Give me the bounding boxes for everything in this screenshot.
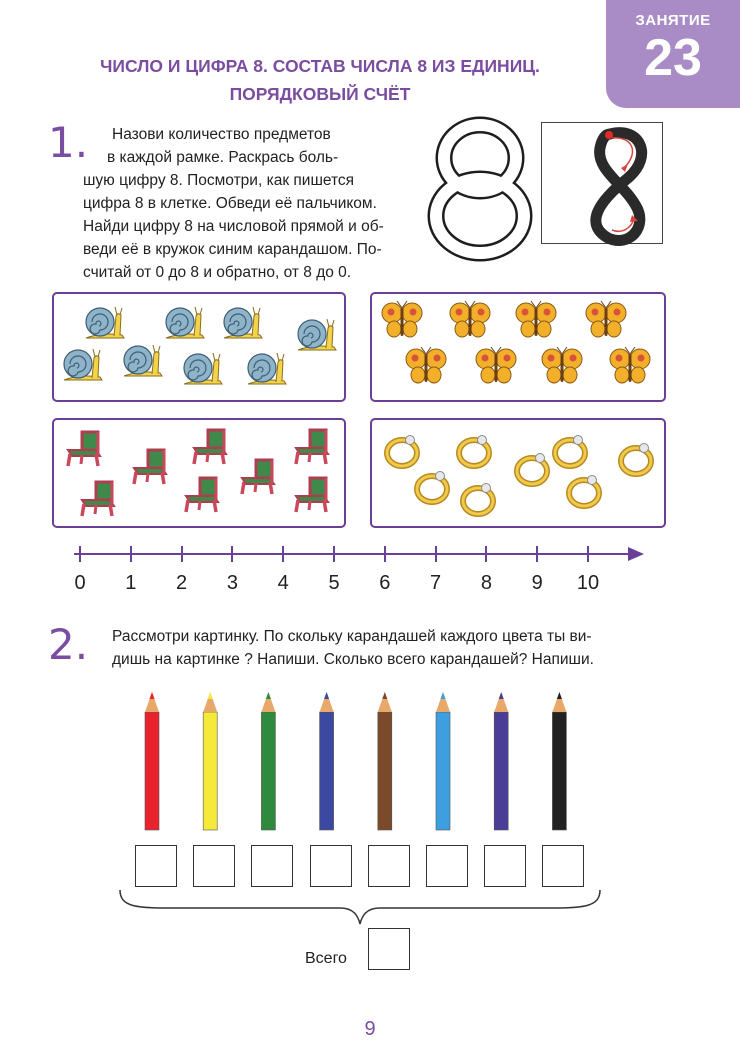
chair-icon — [126, 446, 170, 486]
number-line-label: 0 — [74, 572, 86, 594]
chair-icon — [234, 456, 278, 496]
task-1-text-line: веди её в кружок синим карандашом. По- — [83, 241, 382, 258]
number-line-tick — [231, 546, 233, 562]
butterfly-icon — [474, 346, 518, 386]
butterfly-icon — [584, 300, 628, 340]
pencil-count-answer-box[interactable] — [542, 845, 584, 887]
pencil — [145, 692, 159, 830]
task-2-text-line: Рассмотри картинку. По скольку карандашей каждого цвета ты ви- — [112, 628, 592, 645]
pencils-illustration — [0, 680, 740, 840]
snail-icon — [82, 302, 126, 342]
lesson-badge — [606, 0, 740, 108]
digit-eight-tracing — [578, 126, 668, 246]
pencil — [494, 692, 508, 830]
pencil-count-answer-box[interactable] — [251, 845, 293, 887]
number-line-label: 9 — [531, 572, 543, 594]
pencil — [378, 692, 392, 830]
butterfly-icon — [608, 346, 652, 386]
pencil — [320, 692, 334, 830]
task-1-text-line: считай от 0 до 8 и обратно, от 8 до 0. — [83, 264, 352, 281]
big-digit-eight-outline — [425, 118, 535, 258]
number-line-tick — [485, 546, 487, 562]
butterfly-icon — [448, 300, 492, 340]
chair-icon — [288, 426, 332, 466]
page-title-line-2: ПОРЯДКОВЫЙ СЧЁТ — [229, 84, 411, 104]
rings-frame — [370, 418, 666, 528]
butterflies-frame — [370, 292, 666, 402]
number-line-tick — [536, 546, 538, 562]
number-line-tick — [79, 546, 81, 562]
number-line-label: 7 — [430, 572, 442, 594]
number-line-tick — [587, 546, 589, 562]
butterfly-icon — [380, 300, 424, 340]
page-title-line-1: ЧИСЛО И ЦИФРА 8. СОСТАВ ЧИСЛА 8 ИЗ ЕДИНИЦ. — [100, 56, 540, 76]
number-line-label: 5 — [328, 572, 340, 594]
snail-icon — [162, 302, 206, 342]
grouping-brace — [118, 888, 602, 928]
number-line-tick — [130, 546, 132, 562]
lesson-badge-label: ЗАНЯТИЕ — [635, 12, 711, 29]
ring-icon — [456, 478, 500, 518]
pencil-count-answer-box[interactable] — [426, 845, 468, 887]
chair-icon — [186, 426, 230, 466]
pencil-count-answer-box[interactable] — [484, 845, 526, 887]
total-label: Всего — [305, 950, 347, 967]
ring-icon — [614, 438, 658, 478]
butterfly-icon — [404, 346, 448, 386]
snail-icon — [244, 348, 288, 388]
number-line-tick — [181, 546, 183, 562]
ring-icon — [562, 470, 606, 510]
pencil-count-answer-box[interactable] — [193, 845, 235, 887]
number-line-label: 2 — [176, 572, 188, 594]
number-line-label: 8 — [480, 572, 492, 594]
pencil — [261, 692, 275, 830]
chair-icon — [288, 474, 332, 514]
ring-icon — [452, 430, 496, 470]
ring-icon — [510, 448, 554, 488]
pencil — [436, 692, 450, 830]
snail-icon — [220, 302, 264, 342]
chair-icon — [178, 474, 222, 514]
task-2-text-line: дишь на картинке ? Напиши. Сколько всего карандашей? Напиши. — [112, 651, 594, 668]
butterfly-icon — [540, 346, 584, 386]
pencil — [552, 692, 566, 830]
lesson-number: 23 — [644, 29, 702, 87]
snails-frame — [52, 292, 346, 402]
task-1-text-line: Найди цифру 8 на числовой прямой и об- — [83, 218, 384, 235]
number-line-label: 4 — [277, 572, 289, 594]
snail-icon — [294, 314, 338, 354]
task-1-text-line: в каждой рамке. Раскрась боль- — [107, 149, 339, 166]
task-2-number: 2. — [48, 620, 89, 669]
ring-icon — [380, 430, 424, 470]
task-1-text-line: шую цифру 8. Посмотри, как пишется — [83, 172, 355, 189]
number-line-label: 6 — [379, 572, 391, 594]
number-line-tick — [333, 546, 335, 562]
chair-icon — [60, 428, 104, 468]
number-line-label: 3 — [226, 572, 238, 594]
snail-icon — [180, 348, 224, 388]
number-line-label: 10 — [576, 572, 600, 594]
number-line — [72, 540, 652, 600]
snail-icon — [60, 344, 104, 384]
number-line-label: 1 — [125, 572, 137, 594]
number-line-tick — [435, 546, 437, 562]
butterfly-icon — [514, 300, 558, 340]
number-line-tick — [282, 546, 284, 562]
task-1-number: 1. — [48, 118, 89, 167]
total-answer-box[interactable] — [368, 928, 410, 970]
number-line-tick — [384, 546, 386, 562]
number-line-arrow — [628, 547, 644, 561]
ring-icon — [410, 466, 454, 506]
task-1-text-line: Назови количество предметов — [112, 126, 331, 143]
pencil-count-answer-box[interactable] — [135, 845, 177, 887]
ring-icon — [548, 430, 592, 470]
page-number: 9 — [364, 1018, 376, 1040]
chairs-frame — [52, 418, 346, 528]
pencil — [203, 692, 217, 830]
snail-icon — [120, 340, 164, 380]
number-line-axis — [74, 553, 634, 555]
task-1-text-line: цифра 8 в клетке. Обведи её пальчиком. — [83, 195, 377, 212]
pencil-count-answer-box[interactable] — [368, 845, 410, 887]
pencil-count-answer-box[interactable] — [310, 845, 352, 887]
chair-icon — [74, 478, 118, 518]
